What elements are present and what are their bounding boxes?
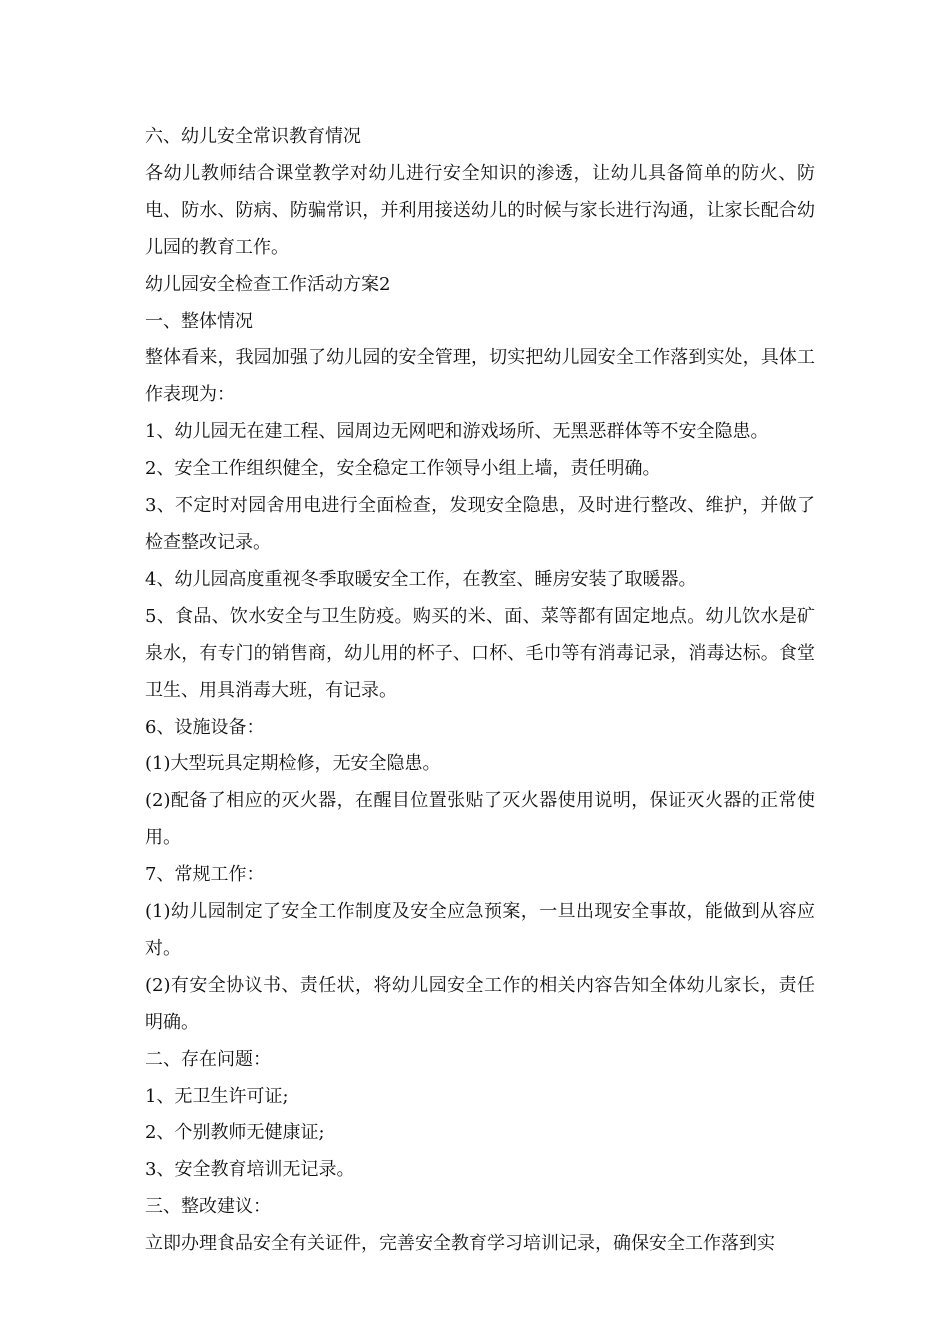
document-title-plan-2: 幼儿园安全检查工作活动方案2	[145, 273, 391, 295]
list-item-6: 6、设施设备：	[145, 716, 265, 738]
problem-item-2: 2、个别教师无健康证;	[145, 1122, 325, 1144]
list-item-4: 4、幼儿园高度重视冬季取暖安全工作，在教室、睡房安装了取暖器。	[145, 568, 697, 590]
sub-item-7-1: (1)幼儿园制定了安全工作制度及安全应急预案，一旦出现安全事故，能做到从容应对。	[145, 901, 815, 959]
section-heading-overall: 一、整体情况	[145, 310, 253, 332]
sub-item-6-2: (2)配备了相应的灭火器，在醒目位置张贴了灭火器使用说明，保证灭火器的正常使用。	[145, 790, 815, 849]
paragraph-suggestions: 立即办理食品安全有关证件，完善安全教育学习培训记录，确保安全工作落到实	[145, 1233, 775, 1255]
section-heading-problems: 二、存在问题：	[145, 1048, 271, 1070]
section-heading-suggestions: 三、整改建议：	[145, 1196, 271, 1218]
list-item-3: 3、不定时对园舍用电进行全面检查，发现安全隐患，及时进行整改、维护，并做了检查整改记录。	[145, 495, 815, 553]
sub-item-7-2: (2)有安全协议书、责任状，将幼儿园安全工作的相关内容告知全体幼儿家长，责任明确。	[145, 974, 815, 1033]
paragraph-overall: 整体看来，我园加强了幼儿园的安全管理，切实把幼儿园安全工作落到实处，具体工作表现为：	[145, 347, 815, 406]
section-heading-safety-education: 六、幼儿安全常识教育情况	[145, 126, 361, 147]
sub-item-6-1: (1)大型玩具定期检修，无安全隐患。	[145, 753, 441, 775]
document-body	[145, 119, 815, 1263]
problem-item-3: 3、安全教育培训无记录。	[145, 1159, 355, 1181]
list-item-2: 2、安全工作组织健全，安全稳定工作领导小组上墙，责任明确。	[145, 458, 661, 480]
problem-item-1: 1、无卫生许可证;	[145, 1085, 289, 1107]
list-item-5: 5、食品、饮水安全与卫生防疫。购买的米、面、菜等都有固定地点。幼儿饮水是矿泉水，有专门的销售商，幼儿用的杯子、口杯、毛巾等有消毒记录，消毒达标。食堂卫生、用具消毒大班，有记录。	[145, 605, 815, 701]
list-item-7: 7、常规工作：	[145, 864, 265, 886]
paragraph-safety-knowledge: 各幼儿教师结合课堂教学对幼儿进行安全知识的渗透，让幼儿具备简单的防火、防电、防水、防病、防骗常识，并利用接送幼儿的时候与家长进行沟通，让家长配合幼儿园的教育工作。	[145, 162, 815, 258]
list-item-1: 1、幼儿园无在建工程、园周边无网吧和游戏场所、无黑恶群体等不安全隐患。	[145, 421, 769, 443]
